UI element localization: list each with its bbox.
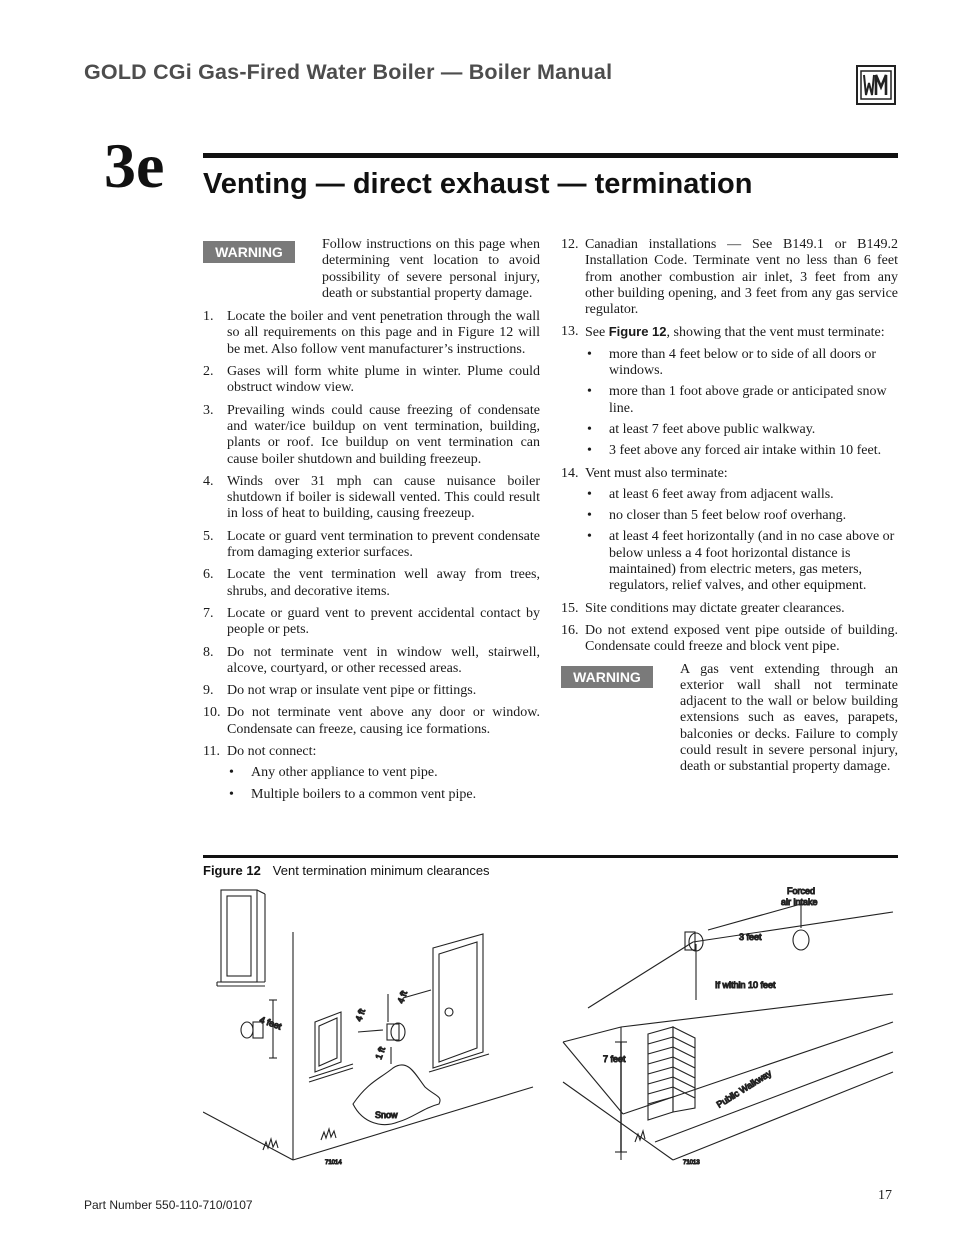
item-number: 16.: [561, 622, 579, 638]
item-text: Do not terminate vent above any door or window. Condensate can freeze, causing ice formations.: [227, 705, 540, 737]
label-if-within-10-feet: If within 10 feet: [715, 980, 776, 990]
bullet-item: • no closer than 5 feet below roof overhang.: [587, 508, 847, 524]
item-text: Do not wrap or insulate vent pipe or fittings.: [227, 683, 477, 699]
warning-text: A gas vent extending through an exterior wall shall not terminate adjacent to the wall or below building extensions such as eaves, parapets, balconies or decks. Failure to comply could result in severe personal injury, death or substantial property damage.: [680, 661, 898, 775]
bullet-list: [585, 347, 898, 460]
section-number: 3e: [104, 130, 165, 201]
warning-block-bottom: [561, 662, 898, 776]
label-public-walkway: Public Walkway: [714, 1067, 774, 1110]
list-item: [561, 237, 898, 318]
section-title: Venting — direct exhaust — termination: [203, 168, 753, 200]
list-item: [561, 324, 898, 459]
warning-text: Follow instructions on this page when determining vent location to avoid possibility of severe personal injury, death or substantial property damage.: [322, 237, 540, 301]
logo-mark: [858, 67, 894, 103]
bullet-text: at least 6 feet away from adjacent walls.: [609, 486, 834, 502]
item-number: 3.: [203, 402, 214, 418]
item-number: 9.: [203, 683, 214, 699]
warning-badge: WARNING: [203, 241, 295, 263]
list-item: [203, 474, 540, 523]
item-text: Do not connect:: [227, 744, 317, 760]
item-number: 1.: [203, 309, 214, 325]
item-text: Do not extend exposed vent pipe outside of building. Condensate could freeze and block vent pipe.: [585, 622, 898, 655]
item-number: 11.: [203, 744, 220, 760]
instruction-list-right: [561, 237, 898, 656]
list-item: [203, 364, 540, 397]
bullet-item: • at least 6 feet away from adjacent walls.: [587, 486, 834, 502]
bullet-text: more than 4 feet below or to side of all doors or windows.: [609, 346, 877, 379]
bullet-item: • more than 1 foot above grade or anticipated snow line.: [587, 384, 887, 416]
label-1-ft: 1 ft: [373, 1045, 388, 1061]
list-item: [561, 623, 898, 656]
item-text: See: [585, 325, 609, 341]
item-text: Gases will form white plume in winter. Plume could obstruct window view.: [227, 364, 540, 396]
label-snow: Snow: [375, 1110, 398, 1120]
vent-clearance-illustration: [203, 882, 898, 1170]
list-item: [203, 403, 540, 468]
list-item: [203, 567, 540, 600]
left-drawing-house-wall: [203, 890, 533, 1160]
item-number: 5.: [203, 528, 214, 544]
instruction-list-left: [203, 309, 540, 803]
list-item: [561, 466, 898, 595]
list-item: [203, 309, 540, 358]
figure-rule: [203, 855, 898, 858]
item-number: 7.: [203, 605, 214, 621]
manual-title: GOLD CGi Gas-Fired Water Boiler — Boiler Manual: [84, 60, 613, 84]
section-rule: [203, 153, 898, 158]
item-number: 14.: [561, 465, 579, 481]
bullet-text: 3 feet above any forced air intake within 10 feet.: [609, 443, 882, 459]
item-text: Prevailing winds could cause freezing of condensate and water/ice buildup on vent termination, building, plants or roof. Ice buildup on vent termination can cause boiler shutdown and building freezeup.: [227, 402, 540, 467]
figure-reference: Figure 12: [608, 324, 667, 340]
weil-mclain-logo: [856, 65, 896, 105]
item-number: 6.: [203, 567, 214, 583]
drawing-code-left: 71014: [325, 1160, 342, 1166]
item-text: Site conditions may dictate greater clearances.: [585, 600, 845, 616]
item-text: Locate or guard vent to prevent accidental contact by people or pets.: [227, 605, 540, 638]
item-text: Locate or guard vent termination to prevent condensate from damaging exterior surfaces.: [227, 528, 540, 561]
warning-badge: WARNING: [561, 666, 653, 688]
item-number: 13.: [561, 324, 579, 340]
list-item: [203, 529, 540, 562]
list-item: [203, 744, 540, 803]
bullet-list: [585, 487, 898, 595]
label-4-feet: 4 feet: [258, 1014, 283, 1032]
list-item: [203, 683, 540, 699]
item-number: 2.: [203, 364, 214, 380]
right-column: [561, 237, 898, 783]
item-number: 4.: [203, 473, 214, 489]
item-text: , showing that the vent must terminate:: [666, 325, 885, 341]
item-number: 12.: [561, 237, 579, 252]
item-text: Locate the boiler and vent penetration through the wall so all requirements on this page and in Figure 12 will be met. Also follow vent manufacturer’s instructions.: [227, 309, 540, 357]
page-number: 17: [878, 1188, 892, 1203]
bullet-text: Any other appliance to vent pipe.: [251, 765, 438, 781]
item-number: 8.: [203, 644, 214, 660]
label-air-intake: air intake: [781, 897, 818, 907]
label-4-ft-door: 4 ft: [395, 989, 410, 1005]
figure-label: Figure 12: [203, 863, 261, 878]
label-4-ft-window: 4 ft: [353, 1007, 368, 1023]
left-column: [203, 237, 540, 809]
bullet-item: • Any other appliance to vent pipe.: [229, 765, 438, 781]
figure-caption-text: Vent termination minimum clearances: [272, 863, 490, 878]
item-number: 15.: [561, 600, 579, 616]
item-number: 10.: [203, 705, 221, 721]
bullet-text: at least 7 feet above public walkway.: [609, 421, 816, 437]
warning-block-top: [203, 237, 540, 302]
list-item: [203, 645, 540, 678]
figure-caption: [203, 863, 490, 878]
bullet-text: Multiple boilers to a common vent pipe.: [251, 786, 477, 802]
item-text: Locate the vent termination well away from trees, shrubs, and decorative items.: [227, 567, 540, 599]
bullet-item: • at least 7 feet above public walkway.: [587, 421, 816, 437]
part-number: Part Number 550-110-710/0107: [84, 1198, 253, 1212]
item-text: Canadian installations — See B149.1 or B149.2 Installation Code. Terminate vent no less than 6 feet from another combustion air inlet, 3 feet from any other building opening, and 3 feet from any gas service regulator.: [585, 237, 898, 318]
bullet-text: more than 1 foot above grade or anticipated snow line.: [609, 384, 887, 416]
list-item: [561, 601, 898, 617]
item-text: Do not terminate vent in window well, stairwell, alcove, courtyard, or other recessed areas.: [227, 644, 540, 676]
label-7-feet: 7 feet: [603, 1054, 626, 1064]
bullet-item: • more than 4 feet below or to side of all doors or windows.: [587, 346, 877, 379]
bullet-text: at least 4 feet horizontally (and in no case above or below unless a 4 foot horizontal distance is maintained) from electric meters, gas meters, regulators, relief valves, and other equipment.: [609, 529, 895, 594]
drawing-code-right: 71013: [683, 1160, 700, 1166]
bullet-list: [227, 765, 540, 803]
right-drawing-walkway: [563, 904, 893, 1160]
label-forced: Forced: [787, 886, 816, 896]
list-item: [203, 606, 540, 639]
list-item: [203, 705, 540, 738]
item-text: Winds over 31 mph can cause nuisance boiler shutdown if boiler is sidewall vented. This could result in loss of heat to building, causing freezeup.: [227, 473, 540, 522]
bullet-item: • 3 feet above any forced air intake within 10 feet.: [587, 443, 882, 459]
label-3-feet: 3 feet: [739, 932, 762, 942]
item-text: Vent must also terminate:: [585, 465, 728, 481]
bullet-item: • Multiple boilers to a common vent pipe.: [229, 786, 477, 802]
bullet-text: no closer than 5 feet below roof overhang.: [609, 508, 847, 524]
bullet-item: • at least 4 feet horizontally (and in no case above or below unless a 4 foot horizontal distance is maintained) from electric meters, gas meters, regulators, relief valves, and other equipment.: [587, 529, 895, 594]
